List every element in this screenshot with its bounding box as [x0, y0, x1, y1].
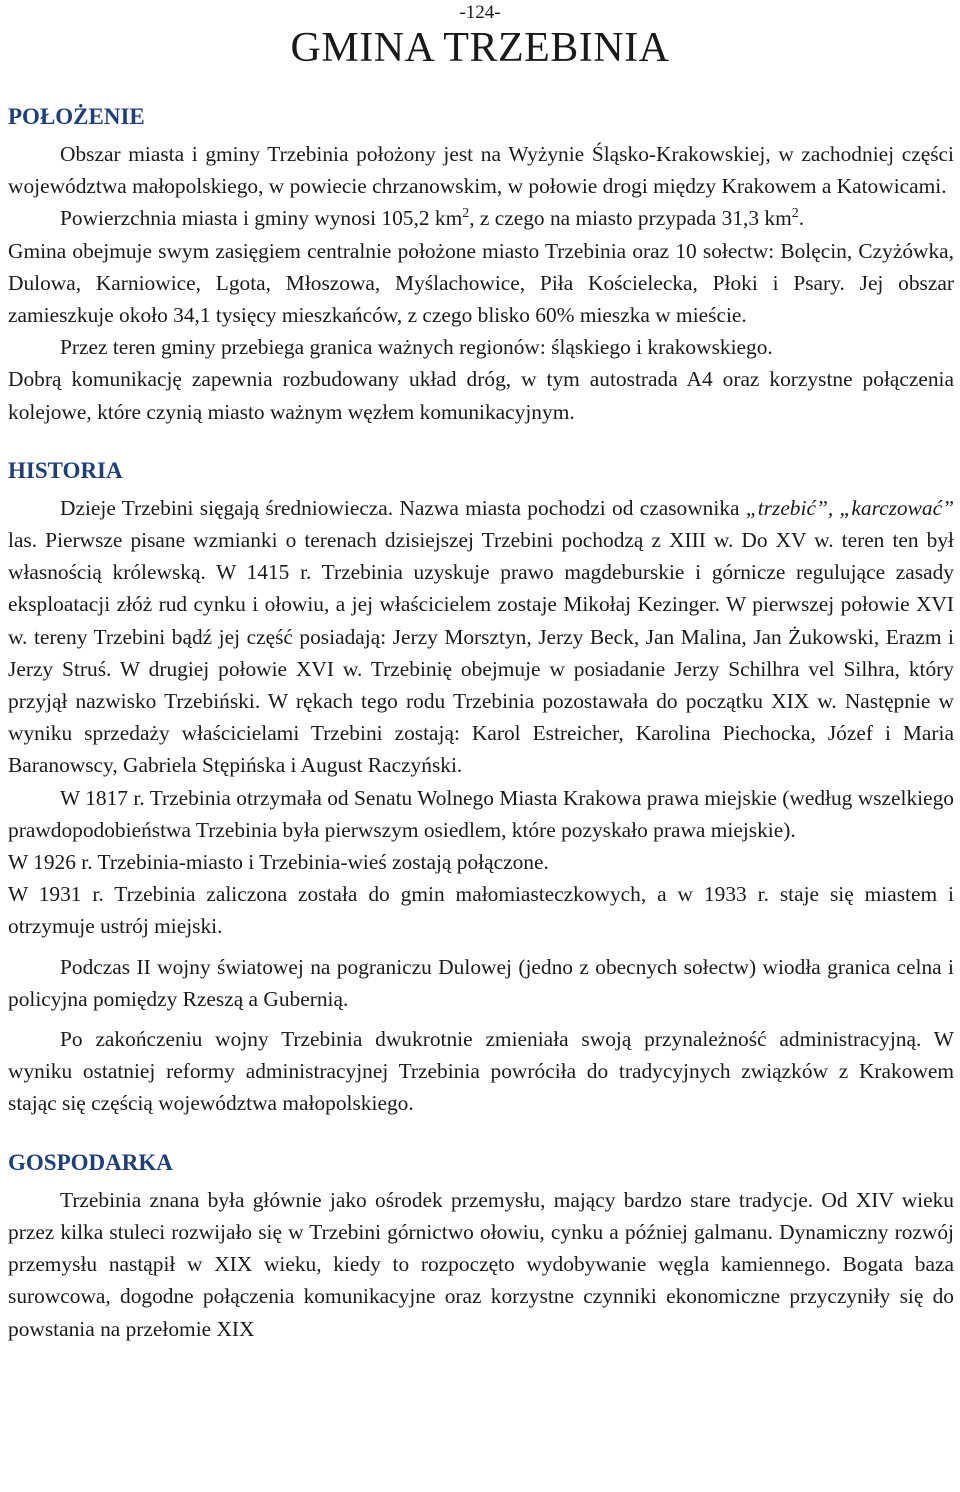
section-polozenie [8, 96, 954, 428]
paragraph: Trzebinia znana była głównie jako ośrodek przemysłu, mający bardzo stare tradycje. Od XIV wieku przez kilka stuleci rozwijało się w Trzebini górnictwo ołowiu, cynku a później galmanu. Dynamiczny rozwój przemysłu nastąpił w XIX wieku, kiedy to rozpoczęto wydobywanie węgla kamiennego. Bogata baza surowcowa, dogodne połączenia komunikacyjne oraz korzystne czynniki ekonomiczne przyczyniły się do powstania na przełomie XIX [8, 1187, 954, 1341]
text-span: Dzieje Trzebini sięgają średniowiecza. Nazwa miasta pochodzi od czasownika [60, 495, 746, 520]
paragraph: Dobrą komunikację zapewnia rozbudowany układ dróg, w tym autostrada A4 oraz korzystne połączenia kolejowe, które czynią miasto ważnym węzłem komunikacyjnym. [8, 367, 954, 424]
paragraph: Po zakończeniu wojny Trzebinia dwukrotnie zmieniała swoją przynależność administracyjną. W wyniku ostatniej reformy administracyjnej Trzebinia powróciła do tradycyjnych związków z Krakowem stając się częścią województwa małopolskiego. [8, 1027, 954, 1116]
superscript: 2 [791, 206, 799, 222]
page-title: GMINA TRZEBINIA [290, 25, 670, 71]
section-heading-gospodarka: GOSPODARKA [8, 1149, 173, 1175]
text-span: las. Pierwsze pisane wzmianki o terenach dzisiejszej Trzebini pochodzą z XIII w. Do XV w. teren ten był własnością królewską. W 1415 r. Trzebinia uzyskuje prawo magdeburskie i górnicze regulujące zasady eksploatacji złóż rud cynku i ołowiu, a jej właścicielem zostaje Mikołaj Kezinger. W pierwszej połowie XVI w. tereny Trzebini bądź jej część posiadają: Jerzy Morsztyn, Jerzy Beck, Jan Malina, Jan Żukowski, Erazm i Jerzy Struś. W drugiej połowie XVI w. Trzebinię obejmuje w posiadanie Jerzy Schilhra vel Silhra, który przyjął nazwisko Trzebiński. W rękach tego rodu Trzebinia pozostawała do początku XIX w. Następnie w wyniku sprzedaży właścicielami Trzebini zostają: Karol Estreicher, Karolina Piechocka, Józef i Maria Baranowscy, Gabriela Stępińska i August Raczyński. [8, 528, 954, 778]
italic-text: „trzebić”, „karczować” [745, 495, 954, 520]
paragraph: W 1931 r. Trzebinia zaliczona została do gmin małomiasteczkowych, a w 1933 r. staje się miastem i otrzymuje ustrój miejski. [8, 882, 954, 939]
page-number: -124- [459, 2, 501, 23]
superscript: 2 [462, 206, 470, 222]
text-span: Powierzchnia miasta i gminy wynosi 105,2 km [60, 206, 463, 231]
paragraph: W 1926 r. Trzebinia-miasto i Trzebinia-wieś zostają połączone. [8, 850, 549, 875]
section-heading-polozenie: POŁOŻENIE [8, 104, 145, 129]
text-span: . [798, 206, 805, 231]
text-span: , z czego na miasto przypada 31,3 km [469, 206, 792, 231]
paragraph-history [8, 492, 954, 782]
paragraph: Gmina obejmuje swym zasięgiem centralnie położone miasto Trzebinia oraz 10 sołectw: Bolęcin, Czyżówka, Dulowa, Karniowice, Lgota, Młoszowa, Myślachowice, Piła Kościelecka, Płoki i Psary. Jej obszar zamieszkuje około 34,1 tysięcy mieszkańców, z czego blisko 60% mieszka w mieście. [8, 238, 954, 328]
section-historia [8, 450, 954, 1120]
paragraph: Przez teren gminy przebiega granica ważnych regionów: śląskiego i krakowskiego. [60, 335, 773, 360]
section-gospodarka [8, 1142, 954, 1345]
paragraph: Obszar miasta i gminy Trzebinia położony jest na Wyżynie Śląsko-Krakowskiej, w zachodniej części województwa małopolskiego, w powiecie chrzanowskim, w połowie drogi między Krakowem a Katowicami. [8, 142, 954, 199]
paragraph: Podczas II wojny światowej na pograniczu Dulowej (jedno z obecnych sołectw) wiodła granica celna i policyjna pomiędzy Rzeszą a Gubernią. [8, 954, 954, 1011]
paragraph-area [8, 202, 954, 234]
document-body [8, 96, 954, 1345]
paragraph: W 1817 r. Trzebinia otrzymała od Senatu Wolnego Miasta Krakowa prawa miejskie (według wszelkiego prawdopodobieństwa Trzebinia była pierwszym osiedlem, które pozyskało prawa miejskie). [8, 785, 954, 842]
section-heading-historia: HISTORIA [8, 457, 123, 483]
